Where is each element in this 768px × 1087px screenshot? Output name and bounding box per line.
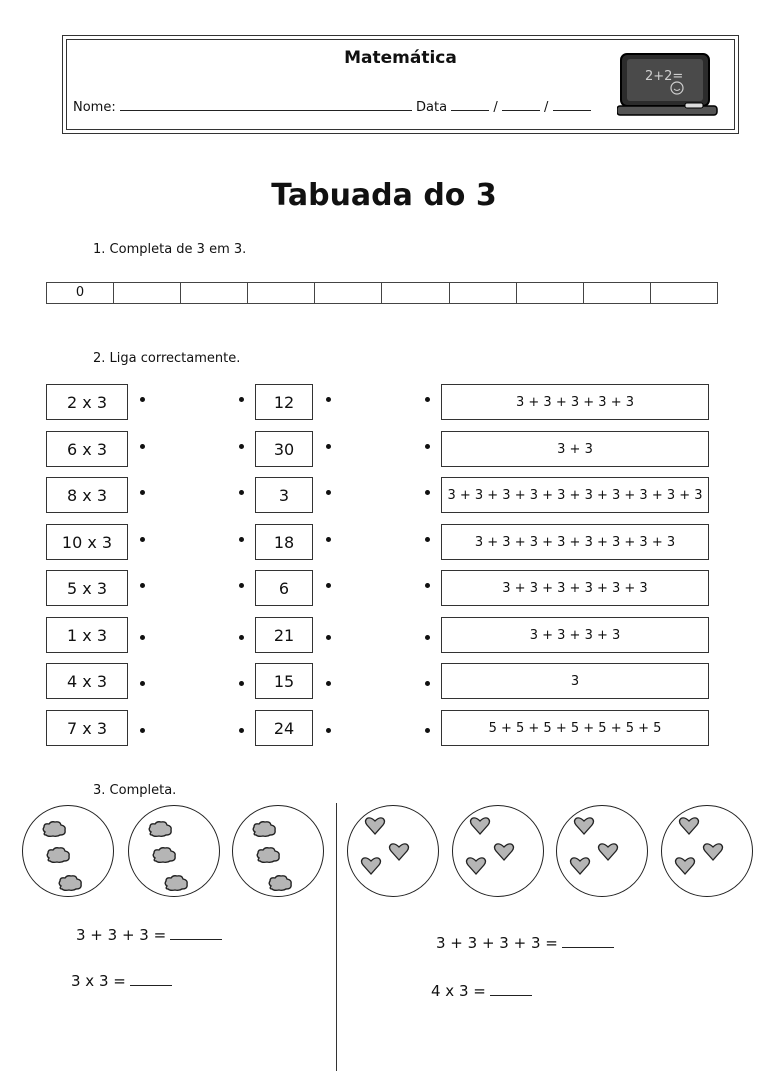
cloud-icon: [163, 874, 189, 892]
cloud-group-circle: [232, 805, 324, 897]
heart-icon: [597, 842, 619, 862]
product-box[interactable]: 24: [255, 710, 313, 746]
product-box[interactable]: 3: [255, 477, 313, 513]
addition-box[interactable]: 3 + 3 + 3 + 3: [441, 617, 709, 653]
sequence-cell-blank[interactable]: [248, 283, 315, 303]
answer-field[interactable]: [170, 927, 222, 940]
connection-dot[interactable]: [140, 681, 145, 686]
sequence-cell-blank[interactable]: [651, 283, 717, 303]
connection-dot[interactable]: [425, 583, 430, 588]
heart-icon: [360, 856, 382, 876]
addition-box[interactable]: 3 + 3: [441, 431, 709, 467]
multiplication-box[interactable]: 1 x 3: [46, 617, 128, 653]
connection-dot[interactable]: [140, 537, 145, 542]
heart-icon: [364, 816, 386, 836]
heart-icon: [465, 856, 487, 876]
connection-dot[interactable]: [239, 537, 244, 542]
cloud-group-circle: [128, 805, 220, 897]
name-label: Nome:: [73, 100, 116, 115]
cloud-icon: [57, 874, 83, 892]
question-3-label: 3. Completa.: [93, 783, 177, 798]
connection-dot[interactable]: [239, 728, 244, 733]
connection-dot[interactable]: [239, 635, 244, 640]
multiplication-box[interactable]: 10 x 3: [46, 524, 128, 560]
product-box[interactable]: 30: [255, 431, 313, 467]
question-1-label: 1. Completa de 3 em 3.: [93, 242, 247, 257]
sequence-cell-blank[interactable]: [450, 283, 517, 303]
heart-group-circle: [347, 805, 439, 897]
connection-dot[interactable]: [140, 444, 145, 449]
right-equation-product: [431, 982, 532, 1000]
addition-box[interactable]: 3 + 3 + 3 + 3 + 3 + 3: [441, 570, 709, 606]
cloud-icon: [255, 846, 281, 864]
chalkboard-text: 2+2=: [645, 69, 684, 84]
sequence-cell-blank[interactable]: [382, 283, 449, 303]
sequence-cell-start: 0: [47, 283, 114, 303]
subject-title: Matemática: [344, 48, 457, 68]
equation-text: 3 + 3 + 3 =: [76, 926, 167, 944]
connection-dot[interactable]: [425, 397, 430, 402]
multiplication-box[interactable]: 8 x 3: [46, 477, 128, 513]
connection-dot[interactable]: [326, 728, 331, 733]
cloud-icon: [267, 874, 293, 892]
sequence-table: [46, 282, 718, 304]
addition-box[interactable]: 3 + 3 + 3 + 3 + 3 + 3 + 3 + 3: [441, 524, 709, 560]
equation-text: 3 + 3 + 3 + 3 =: [436, 934, 558, 952]
heart-group-circle: [661, 805, 753, 897]
heart-icon: [702, 842, 724, 862]
date-separator: /: [544, 100, 549, 115]
cloud-group-circle: [22, 805, 114, 897]
connection-dot[interactable]: [140, 490, 145, 495]
connection-dot[interactable]: [140, 635, 145, 640]
connection-dot[interactable]: [140, 728, 145, 733]
connection-dot[interactable]: [239, 583, 244, 588]
equation-text: 4 x 3 =: [431, 982, 486, 1000]
heart-group-circle: [556, 805, 648, 897]
connection-dot[interactable]: [425, 681, 430, 686]
answer-field[interactable]: [130, 973, 172, 986]
sequence-cell-blank[interactable]: [584, 283, 651, 303]
product-box[interactable]: 6: [255, 570, 313, 606]
heart-icon: [573, 816, 595, 836]
connection-dot[interactable]: [425, 635, 430, 640]
cloud-icon: [147, 820, 173, 838]
right-equation-sum: [436, 934, 614, 952]
equation-text: 3 x 3 =: [71, 972, 126, 990]
name-date-line: [73, 98, 591, 115]
product-box[interactable]: 12: [255, 384, 313, 420]
sequence-cell-blank[interactable]: [517, 283, 584, 303]
cloud-icon: [251, 820, 277, 838]
question-2-label: 2. Liga correctamente.: [93, 351, 241, 366]
multiplication-box[interactable]: 7 x 3: [46, 710, 128, 746]
cloud-icon: [41, 820, 67, 838]
multiplication-box[interactable]: 2 x 3: [46, 384, 128, 420]
addition-box[interactable]: 3 + 3 + 3 + 3 + 3: [441, 384, 709, 420]
heart-icon: [469, 816, 491, 836]
sequence-cell-blank[interactable]: [181, 283, 248, 303]
connection-dot[interactable]: [326, 681, 331, 686]
connection-dot[interactable]: [326, 537, 331, 542]
connection-dot[interactable]: [425, 444, 430, 449]
heart-icon: [493, 842, 515, 862]
heart-icon: [388, 842, 410, 862]
heart-icon: [674, 856, 696, 876]
chalkboard-icon: [617, 52, 722, 120]
addition-box[interactable]: 3 + 3 + 3 + 3 + 3 + 3 + 3 + 3 + 3 + 3: [441, 477, 709, 513]
cloud-icon: [45, 846, 71, 864]
connection-dot[interactable]: [140, 397, 145, 402]
product-box[interactable]: 21: [255, 617, 313, 653]
heart-group-circle: [452, 805, 544, 897]
connection-dot[interactable]: [326, 583, 331, 588]
connection-dot[interactable]: [140, 583, 145, 588]
page-title: Tabuada do 3: [271, 178, 497, 213]
date-year-field[interactable]: [553, 98, 591, 111]
multiplication-box[interactable]: 5 x 3: [46, 570, 128, 606]
connection-dot[interactable]: [326, 635, 331, 640]
section-divider: [336, 803, 337, 1071]
heart-icon: [569, 856, 591, 876]
multiplication-box[interactable]: 6 x 3: [46, 431, 128, 467]
date-day-field[interactable]: [451, 98, 489, 111]
multiplication-box[interactable]: 4 x 3: [46, 663, 128, 699]
answer-field[interactable]: [562, 935, 614, 948]
connection-dot[interactable]: [239, 490, 244, 495]
header-inner-frame: [66, 39, 735, 130]
connection-dot[interactable]: [239, 681, 244, 686]
product-box[interactable]: 15: [255, 663, 313, 699]
connection-dot[interactable]: [425, 537, 430, 542]
connection-dot[interactable]: [326, 444, 331, 449]
left-equation-product: [71, 972, 172, 990]
heart-icon: [678, 816, 700, 836]
connection-dot[interactable]: [239, 397, 244, 402]
connection-dot[interactable]: [326, 490, 331, 495]
addition-box[interactable]: 3: [441, 663, 709, 699]
date-separator: /: [493, 100, 498, 115]
date-month-field[interactable]: [502, 98, 540, 111]
connection-dot[interactable]: [239, 444, 244, 449]
name-field[interactable]: [120, 98, 412, 111]
answer-field[interactable]: [490, 983, 532, 996]
connection-dot[interactable]: [326, 397, 331, 402]
date-label: Data: [416, 100, 448, 115]
connection-dot[interactable]: [425, 490, 430, 495]
cloud-icon: [151, 846, 177, 864]
sequence-cell-blank[interactable]: [315, 283, 382, 303]
left-equation-sum: [76, 926, 222, 944]
connection-dot[interactable]: [425, 728, 430, 733]
product-box[interactable]: 18: [255, 524, 313, 560]
worksheet-header: [62, 35, 739, 134]
sequence-cell-blank[interactable]: [114, 283, 181, 303]
addition-box[interactable]: 5 + 5 + 5 + 5 + 5 + 5 + 5: [441, 710, 709, 746]
